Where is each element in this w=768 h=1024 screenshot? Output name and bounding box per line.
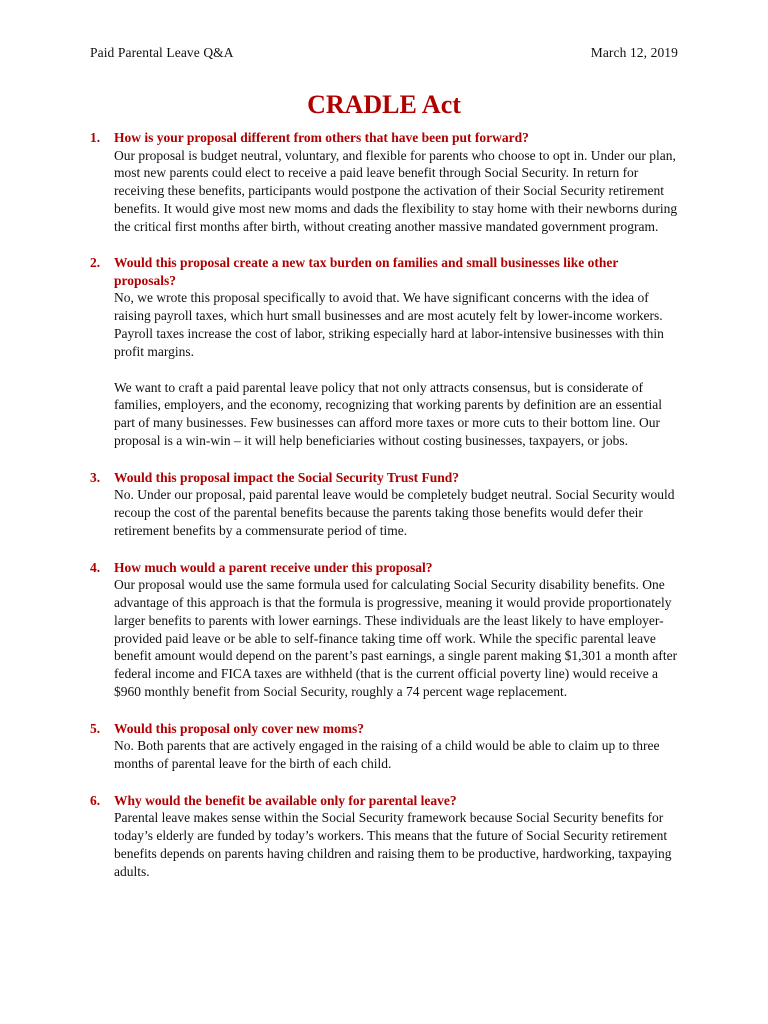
qa-item [90, 792, 678, 881]
qa-item [90, 254, 678, 449]
question-number: 4. [90, 559, 101, 575]
header-title: Paid Parental Leave Q&A [90, 45, 234, 60]
question-text: How is your proposal different from others that have been put forward? [114, 130, 529, 145]
qa-item [90, 559, 678, 701]
answer-paragraph: No, we wrote this proposal specifically to avoid that. We have significant concerns with the idea of raising payroll taxes, which hurt small businesses and are most acutely felt by lower-income workers. Payroll taxes increase the cost of labor, striking especially hard at labor-intensive businesses with thin profit margins. [114, 290, 664, 359]
question-text: Why would the benefit be available only for parental leave? [114, 792, 457, 808]
question-number: 6. [90, 792, 101, 808]
answer-paragraph: No. Under our proposal, paid parental leave would be completely budget neutral. Social Security would recoup the cost of the parental benefits because the parents taking those benefits would defer their retirement benefits by a commensurate period of time. [114, 487, 675, 538]
question-number: 3. [90, 469, 101, 485]
header-date: March 12, 2019 [590, 45, 678, 60]
page-header [90, 44, 678, 62]
answer-paragraph: Our proposal is budget neutral, voluntary, and flexible for parents who choose to opt in. Under our plan, most new parents could elect to receive a paid leave benefit through Social Security. In return for receiving these benefits, participants would postpone the activation of their Social Security retirement benefits. It would give most new moms and dads the flexibility to stay home with their newborns during the critical first months after birth, without creating another massive mandated government program. [114, 147, 678, 234]
question-number: 1. [90, 130, 101, 145]
answer-paragraph: Our proposal would use the same formula used for calculating Social Security disability benefits. One advantage of this approach is that the formula is progressive, meaning it would provide proportionately larger benefits to parents with lower earnings. These individuals are the least likely to have employer-provided paid leave or be able to self-finance taking time off work. While the specific parental leave benefit amount would depend on the parent’s past earnings, a single parent making $1,301 a month after federal income and FICA taxes are withheld (that is the current official poverty line) would receive a $960 monthly benefit from Social Security, roughly a 74 percent wage replacement. [114, 577, 678, 700]
answer-paragraph: No. Both parents that are actively engaged in the raising of a child would be able to claim up to three months of parental leave for the birth of each child. [114, 738, 660, 772]
question-number: 5. [90, 720, 101, 736]
question-number: 2. [90, 255, 101, 271]
qa-list [90, 129, 678, 881]
question-text: Would this proposal only cover new moms? [114, 720, 365, 736]
answer-paragraph: Parental leave makes sense within the Social Security framework because Social Security benefits for today’s elderly are funded by today’s workers. This means that the future of Social Security retirement benefits depends on parents having children and raising them to be productive, hardworking, taxpaying adults. [114, 810, 672, 879]
document-title: CRADLE Act [307, 90, 461, 119]
question-text: How much would a parent receive under this proposal? [114, 559, 433, 575]
qa-item [90, 720, 678, 773]
question-text: Would this proposal create a new tax burden on families and small businesses like other proposals? [114, 255, 619, 288]
answer-paragraph: We want to craft a paid parental leave policy that not only attracts consensus, but is considerate of families, employers, and the economy, recognizing that working parents by definition are an essential part of many businesses. Few businesses can afford more taxes or more cuts to their bottom line. Our proposal is a win-win – it will help beneficiaries without costing businesses, taxpayers, or jobs. [114, 379, 662, 449]
qa-item [90, 469, 678, 540]
question-text: Would this proposal impact the Social Security Trust Fund? [114, 469, 460, 485]
qa-item [90, 129, 678, 235]
